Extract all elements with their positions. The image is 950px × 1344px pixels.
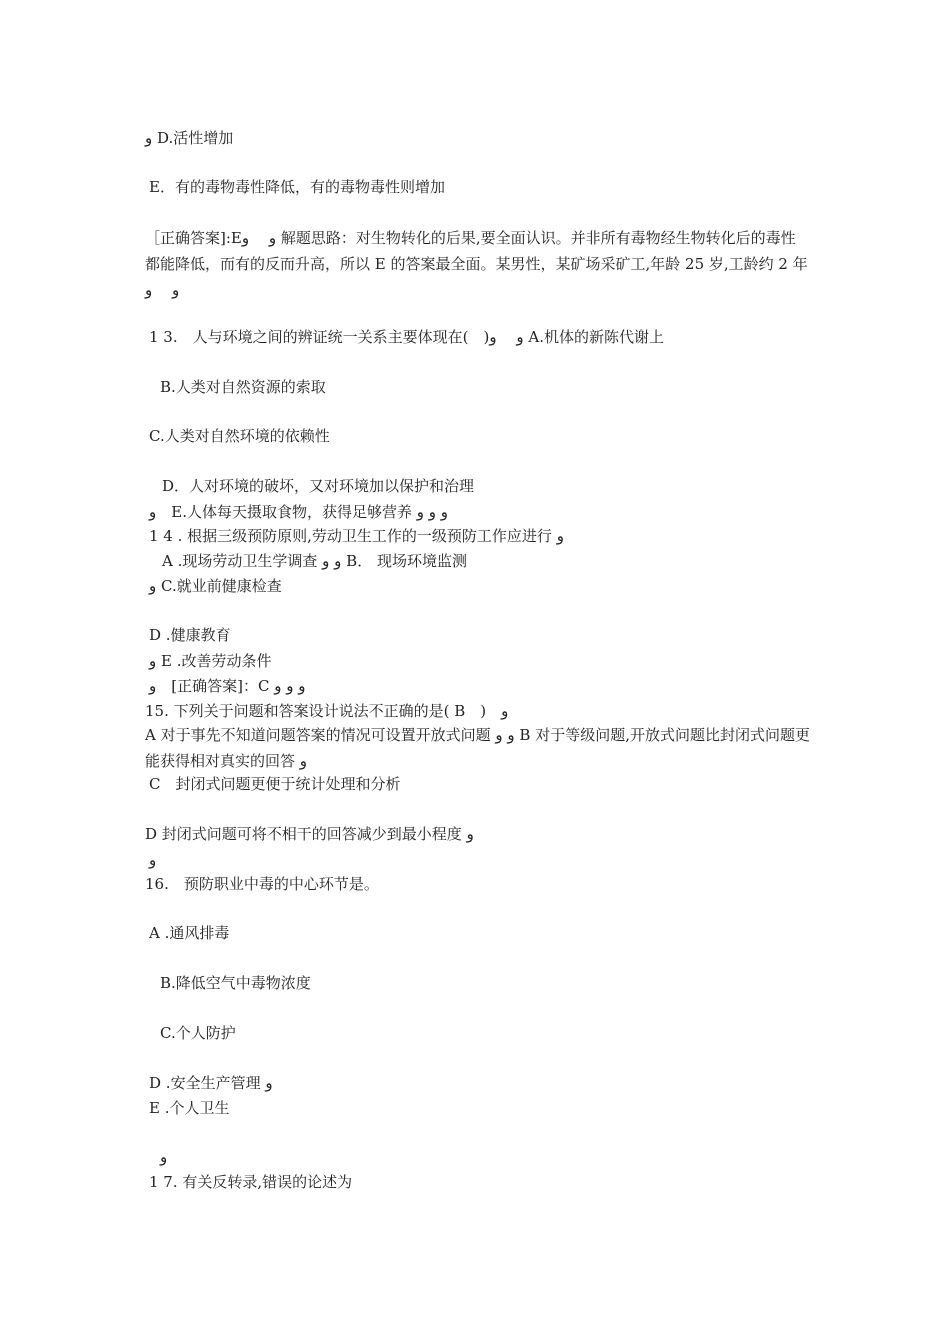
q13-option-d: D．人对环境的破坏，又对环境加以保护和治理 <box>162 477 475 495</box>
option-e-text: E．有的毒物毒性降低，有的毒物毒性则增加 <box>149 178 445 196</box>
q16-option-e: E .个人卫生 <box>149 1099 230 1117</box>
q16-option-b: B.降低空气中毒物浓度 <box>160 974 311 992</box>
q16-option-a: A .通风排毒 <box>149 924 230 942</box>
answer-explanation-paragraph: ［正确答案]:Eو و 解题思路：对生物转化的后果,要全面认识。并非所有毒物经生物转化后的毒性都能降低，而有的反而升高，所以 E 的答案最全面。某男性，某矿场采矿工,年龄 25 岁,工龄约 2 年 و و <box>145 229 823 299</box>
q16-option-c: C.个人防护 <box>160 1024 236 1042</box>
question-13-text: 1 3. 人与环境之间的辨证统一关系主要体现在( )و و A.机体的新陈代谢上 <box>149 328 664 346</box>
q14-options-ab: A .现场劳动卫生学调查 و و B． 现场环境监测 <box>162 552 467 570</box>
stray-mark: و <box>149 851 157 869</box>
option-d-text: و D.活性增加 <box>145 129 234 147</box>
q15-options-ab: A 对于事先不知道问题答案的情况可设置开放式问题 و و B 对于等级问题,开放式问题比封闭式问题更能获得相对真实的回答 و <box>145 726 810 770</box>
question-15-text: 15. 下列关于问题和答案设计说法不正确的是( B ) و <box>145 702 509 720</box>
q13-option-e: و E.人体每天摄取食物，获得足够营养 و و و <box>149 503 449 521</box>
q13-option-c: C.人类对自然环境的依赖性 <box>149 427 330 445</box>
q14-option-d: D .健康教育 <box>149 626 231 644</box>
q15-option-d: D 封闭式问题可将不相干的回答减少到最小程度 و <box>145 825 474 843</box>
question-16-text: 16. 预防职业中毒的中心环节是。 <box>145 875 379 893</box>
q15-option-c: C 封闭式问题更便于统计处理和分析 <box>149 775 401 793</box>
q14-option-e: و E .改善劳动条件 <box>149 652 272 670</box>
stray-mark-2: و <box>160 1148 168 1166</box>
q16-option-d: D .安全生产管理 و <box>149 1074 273 1092</box>
q14-option-c: و C.就业前健康检查 <box>149 577 282 595</box>
q14-correct-answer: و [正确答案]：C و و و <box>149 677 306 695</box>
question-14-text: 1 4 . 根据三级预防原则,劳动卫生工作的一级预防工作应进行 و <box>149 527 564 545</box>
q13-option-b: B.人类对自然资源的索取 <box>160 378 326 396</box>
question-17-text: 1 7. 有关反转录,错误的论述为 <box>149 1173 353 1191</box>
